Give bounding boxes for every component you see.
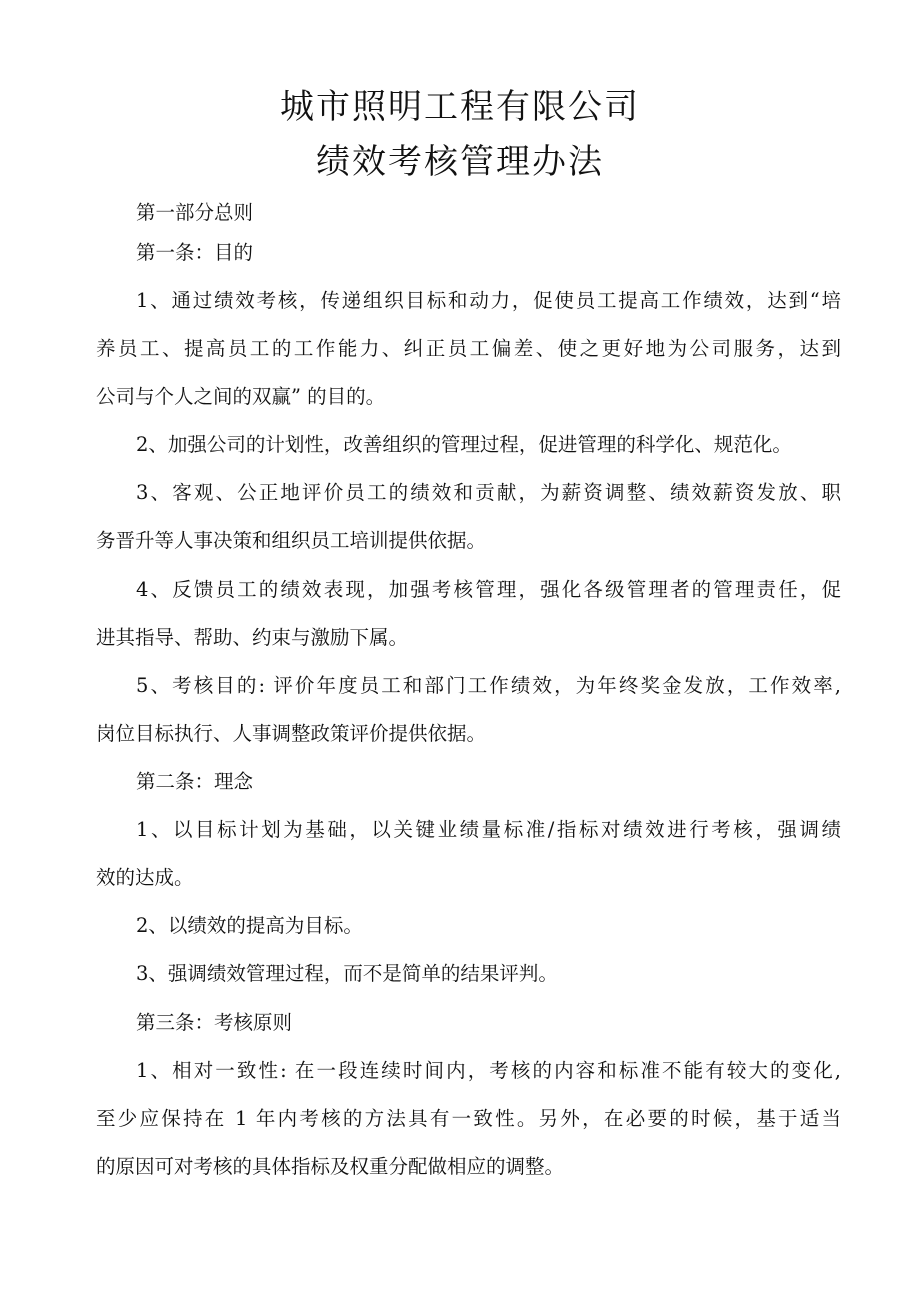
company-title: 城市照明工程有限公司 — [280, 87, 640, 127]
paragraph-line: 2、以绩效的提高为目标。 — [136, 914, 363, 937]
article-2-heading: 第二条：理念 — [136, 770, 254, 793]
article-1-heading: 第一条：目的 — [136, 241, 254, 264]
paragraph-line: 1、以目标计划为基础，以关键业绩量标准/指标对绩效进行考核，强调绩 — [136, 818, 841, 841]
paragraph-line: 公司与个人之间的双赢” 的目的。 — [96, 385, 386, 408]
paragraph-line: 3、强调绩效管理过程，而不是简单的结果评判。 — [136, 962, 558, 985]
paragraph-line: 岗位目标执行、人事调整政策评价提供依据。 — [96, 722, 487, 745]
paragraph-line: 1、通过绩效考核，传递组织目标和动力，促使员工提高工作绩效，达到“培 — [136, 289, 841, 312]
article-3-heading: 第三条：考核原则 — [136, 1011, 293, 1034]
paragraph-line: 2、加强公司的计划性，改善组织的管理过程，促进管理的科学化、规范化。 — [136, 433, 792, 456]
paragraph-line: 3、客观、公正地评价员工的绩效和贡献，为薪资调整、绩效薪资发放、职 — [136, 481, 841, 504]
paragraph-line: 养员工、提高员工的工作能力、纠正员工偏差、使之更好地为公司服务，达到 — [96, 337, 841, 360]
paragraph-line: 进其指导、帮助、约束与激励下属。 — [96, 626, 409, 649]
part-heading: 第一部分总则 — [136, 201, 254, 224]
paragraph-line: 务晋升等人事决策和组织员工培训提供依据。 — [96, 529, 487, 552]
document-title: 绩效考核管理办法 — [316, 142, 604, 182]
paragraph-line: 1、相对一致性: 在一段连续时间内，考核的内容和标准不能有较大的变化, — [136, 1059, 841, 1082]
paragraph-line: 5、考核目的: 评价年度员工和部门工作绩效，为年终奖金发放，工作效率, — [136, 674, 841, 697]
paragraph-line: 效的达成。 — [96, 866, 194, 889]
paragraph-line: 至少应保持在 1 年内考核的方法具有一致性。另外，在必要的时候，基于适当 — [96, 1107, 841, 1130]
paragraph-line: 的原因可对考核的具体指标及权重分配做相应的调整。 — [96, 1155, 565, 1178]
paragraph-line: 4、反馈员工的绩效表现，加强考核管理，强化各级管理者的管理责任，促 — [136, 578, 841, 601]
